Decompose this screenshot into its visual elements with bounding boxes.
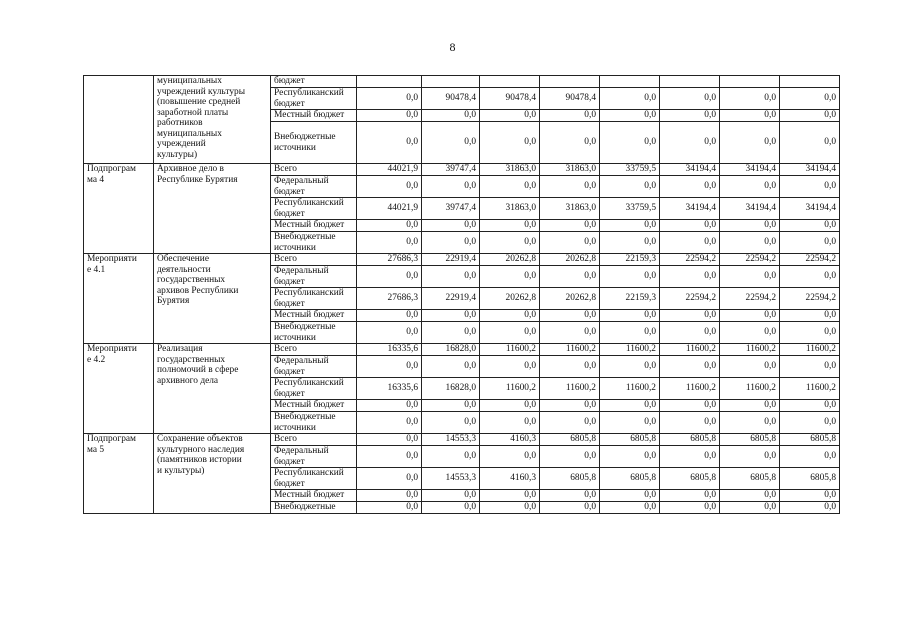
amount-cell: 4160,3: [480, 468, 540, 490]
amount-cell: 0,0: [720, 446, 780, 468]
amount-cell: 0,0: [357, 176, 422, 198]
amount-cell: 22594,2: [660, 254, 720, 266]
amount-cell: 0,0: [600, 322, 660, 344]
amount-cell: 11600,2: [480, 344, 540, 356]
amount-cell: 0,0: [660, 232, 720, 254]
table-row: [84, 76, 840, 88]
amount-cell: 6805,8: [540, 468, 600, 490]
amount-cell: 0,0: [780, 310, 840, 322]
amount-cell: 11600,2: [720, 344, 780, 356]
funding-source-cell: Местный бюджет: [271, 490, 357, 502]
amount-cell: 0,0: [720, 232, 780, 254]
amount-cell: 6805,8: [600, 434, 660, 446]
amount-cell: 6805,8: [780, 434, 840, 446]
amount-cell: 0,0: [422, 122, 480, 164]
amount-cell: 31863,0: [480, 198, 540, 220]
amount-cell: 0,0: [357, 434, 422, 446]
amount-cell: 0,0: [720, 110, 780, 122]
funding-source-cell: Республиканский бюджет: [271, 378, 357, 400]
amount-cell: 6805,8: [720, 434, 780, 446]
amount-cell: 0,0: [780, 322, 840, 344]
table-row: [84, 434, 840, 446]
funding-source-cell: Местный бюджет: [271, 110, 357, 122]
amount-cell: 0,0: [720, 310, 780, 322]
page-number: 8: [449, 40, 456, 54]
program-name-cell: Архивное дело в Республике Бурятия: [154, 164, 271, 254]
amount-cell: 0,0: [357, 88, 422, 110]
amount-cell: 0,0: [540, 110, 600, 122]
amount-cell: 34194,4: [720, 198, 780, 220]
amount-cell: 0,0: [422, 110, 480, 122]
amount-cell: 0,0: [422, 322, 480, 344]
amount-cell: 90478,4: [422, 88, 480, 110]
amount-cell: 6805,8: [540, 434, 600, 446]
amount-cell: 16335,6: [357, 344, 422, 356]
amount-cell: 0,0: [422, 412, 480, 434]
amount-cell: 0,0: [422, 356, 480, 378]
funding-source-cell: Местный бюджет: [271, 400, 357, 412]
amount-cell: 0,0: [357, 232, 422, 254]
amount-cell: 11600,2: [660, 378, 720, 400]
amount-cell: 22594,2: [660, 288, 720, 310]
amount-cell: 0,0: [780, 490, 840, 502]
funding-source-cell: Республиканский бюджет: [271, 88, 357, 110]
amount-cell: 0,0: [357, 122, 422, 164]
amount-cell: 6805,8: [780, 468, 840, 490]
funding-source-cell: Внебюджетные источники: [271, 122, 357, 164]
amount-cell: 0,0: [480, 502, 540, 514]
amount-cell: 22594,2: [780, 254, 840, 266]
amount-cell: 34194,4: [660, 164, 720, 176]
amount-cell: 0,0: [540, 220, 600, 232]
amount-cell: 0,0: [600, 400, 660, 412]
amount-cell: 0,0: [422, 490, 480, 502]
amount-cell: 0,0: [780, 220, 840, 232]
amount-cell: 0,0: [780, 88, 840, 110]
amount-cell: 0,0: [660, 110, 720, 122]
program-name-cell: Реализация государственных полномочий в сфере архивного дела: [154, 344, 271, 434]
program-code-cell: Мероприяти е 4.2: [84, 344, 154, 434]
amount-cell: 0,0: [480, 220, 540, 232]
amount-cell: 0,0: [357, 490, 422, 502]
funding-source-cell: Внебюджетные: [271, 502, 357, 514]
amount-cell: 16335,6: [357, 378, 422, 400]
amount-cell: 0,0: [720, 88, 780, 110]
amount-cell: 39747,4: [422, 198, 480, 220]
amount-cell: 0,0: [780, 400, 840, 412]
amount-cell: 33759,5: [600, 198, 660, 220]
amount-cell: 0,0: [480, 490, 540, 502]
amount-cell: 11600,2: [780, 344, 840, 356]
amount-cell: 0,0: [660, 266, 720, 288]
amount-cell: 34194,4: [780, 198, 840, 220]
amount-cell: [720, 76, 780, 88]
amount-cell: 0,0: [720, 412, 780, 434]
amount-cell: 11600,2: [600, 378, 660, 400]
amount-cell: [660, 76, 720, 88]
amount-cell: 0,0: [480, 322, 540, 344]
amount-cell: 0,0: [357, 110, 422, 122]
funding-source-cell: Местный бюджет: [271, 220, 357, 232]
amount-cell: 11600,2: [540, 378, 600, 400]
amount-cell: 0,0: [780, 266, 840, 288]
amount-cell: 6805,8: [660, 468, 720, 490]
program-name-cell: муниципальных учреждений культуры (повышение средней заработной платы работников муниципальных учреждений культуры): [154, 76, 271, 164]
amount-cell: 0,0: [480, 232, 540, 254]
amount-cell: 0,0: [720, 176, 780, 198]
amount-cell: 0,0: [600, 356, 660, 378]
amount-cell: 0,0: [660, 446, 720, 468]
program-code-cell: Мероприяти е 4.1: [84, 254, 154, 344]
amount-cell: 0,0: [540, 490, 600, 502]
amount-cell: 0,0: [422, 232, 480, 254]
amount-cell: 0,0: [600, 220, 660, 232]
amount-cell: 90478,4: [480, 88, 540, 110]
amount-cell: 0,0: [660, 400, 720, 412]
funding-source-cell: Местный бюджет: [271, 310, 357, 322]
funding-source-cell: Всего: [271, 164, 357, 176]
amount-cell: 0,0: [422, 502, 480, 514]
amount-cell: 0,0: [540, 446, 600, 468]
amount-cell: 0,0: [357, 322, 422, 344]
amount-cell: 0,0: [780, 356, 840, 378]
amount-cell: 0,0: [357, 356, 422, 378]
amount-cell: 0,0: [480, 356, 540, 378]
funding-source-cell: Внебюджетные источники: [271, 322, 357, 344]
funding-source-cell: Внебюджетные источники: [271, 232, 357, 254]
funding-source-cell: Федеральный бюджет: [271, 446, 357, 468]
amount-cell: 34194,4: [720, 164, 780, 176]
amount-cell: 31863,0: [540, 164, 600, 176]
amount-cell: 0,0: [540, 400, 600, 412]
amount-cell: 0,0: [357, 220, 422, 232]
amount-cell: 11600,2: [780, 378, 840, 400]
amount-cell: 0,0: [480, 446, 540, 468]
table-body: [84, 76, 840, 514]
amount-cell: 22159,3: [600, 254, 660, 266]
amount-cell: 0,0: [780, 110, 840, 122]
amount-cell: 20262,8: [540, 288, 600, 310]
funding-source-cell: бюджет: [271, 76, 357, 88]
amount-cell: 16828,0: [422, 378, 480, 400]
amount-cell: 0,0: [660, 220, 720, 232]
amount-cell: 0,0: [540, 310, 600, 322]
amount-cell: 0,0: [660, 176, 720, 198]
amount-cell: 0,0: [600, 502, 660, 514]
amount-cell: 33759,5: [600, 164, 660, 176]
table-row: [84, 254, 840, 266]
amount-cell: 0,0: [720, 490, 780, 502]
amount-cell: 0,0: [422, 446, 480, 468]
amount-cell: 0,0: [422, 310, 480, 322]
amount-cell: 0,0: [480, 400, 540, 412]
amount-cell: 0,0: [540, 266, 600, 288]
funding-source-cell: Внебюджетные источники: [271, 412, 357, 434]
amount-cell: 44021,9: [357, 198, 422, 220]
amount-cell: 0,0: [720, 122, 780, 164]
amount-cell: 0,0: [357, 266, 422, 288]
amount-cell: 0,0: [540, 122, 600, 164]
amount-cell: 0,0: [780, 176, 840, 198]
amount-cell: 0,0: [422, 176, 480, 198]
amount-cell: 0,0: [480, 110, 540, 122]
amount-cell: 6805,8: [660, 434, 720, 446]
amount-cell: 0,0: [422, 266, 480, 288]
funding-source-cell: Федеральный бюджет: [271, 356, 357, 378]
amount-cell: 22159,3: [600, 288, 660, 310]
amount-cell: 14553,3: [422, 468, 480, 490]
amount-cell: 0,0: [357, 502, 422, 514]
amount-cell: 6805,8: [720, 468, 780, 490]
funding-source-cell: Всего: [271, 344, 357, 356]
program-name-cell: Сохранение объектов культурного наследия (памятников истории и культуры): [154, 434, 271, 514]
amount-cell: 31863,0: [540, 198, 600, 220]
program-code-cell: [84, 76, 154, 164]
amount-cell: 0,0: [600, 232, 660, 254]
program-code-cell: Подпрограм ма 4: [84, 164, 154, 254]
amount-cell: 0,0: [422, 220, 480, 232]
amount-cell: 0,0: [480, 310, 540, 322]
amount-cell: [422, 76, 480, 88]
amount-cell: 0,0: [480, 266, 540, 288]
amount-cell: 20262,8: [480, 288, 540, 310]
funding-source-cell: Федеральный бюджет: [271, 176, 357, 198]
amount-cell: 34194,4: [780, 164, 840, 176]
amount-cell: 0,0: [780, 502, 840, 514]
amount-cell: 0,0: [660, 310, 720, 322]
amount-cell: 0,0: [540, 412, 600, 434]
amount-cell: 39747,4: [422, 164, 480, 176]
funding-source-cell: Республиканский бюджет: [271, 198, 357, 220]
amount-cell: 0,0: [600, 176, 660, 198]
amount-cell: 0,0: [600, 310, 660, 322]
amount-cell: 0,0: [660, 356, 720, 378]
amount-cell: 34194,4: [660, 198, 720, 220]
amount-cell: [780, 76, 840, 88]
amount-cell: 44021,9: [357, 164, 422, 176]
amount-cell: 20262,8: [540, 254, 600, 266]
amount-cell: 0,0: [540, 232, 600, 254]
amount-cell: 0,0: [357, 400, 422, 412]
amount-cell: 0,0: [540, 502, 600, 514]
funding-source-cell: Республиканский бюджет: [271, 468, 357, 490]
amount-cell: 0,0: [660, 322, 720, 344]
amount-cell: 4160,3: [480, 434, 540, 446]
amount-cell: 11600,2: [480, 378, 540, 400]
amount-cell: 31863,0: [480, 164, 540, 176]
amount-cell: 0,0: [422, 400, 480, 412]
amount-cell: [357, 76, 422, 88]
amount-cell: 14553,3: [422, 434, 480, 446]
program-code-cell: Подпрограм ма 5: [84, 434, 154, 514]
amount-cell: 22594,2: [720, 254, 780, 266]
amount-cell: 6805,8: [600, 468, 660, 490]
amount-cell: 22594,2: [720, 288, 780, 310]
funding-source-cell: Республиканский бюджет: [271, 288, 357, 310]
amount-cell: 27686,3: [357, 288, 422, 310]
amount-cell: 0,0: [480, 122, 540, 164]
amount-cell: [480, 76, 540, 88]
amount-cell: 0,0: [660, 412, 720, 434]
amount-cell: 0,0: [780, 122, 840, 164]
amount-cell: [600, 76, 660, 88]
amount-cell: 0,0: [720, 266, 780, 288]
amount-cell: 0,0: [720, 322, 780, 344]
amount-cell: 0,0: [780, 446, 840, 468]
amount-cell: 0,0: [540, 356, 600, 378]
amount-cell: 11600,2: [600, 344, 660, 356]
amount-cell: 0,0: [660, 88, 720, 110]
amount-cell: 0,0: [780, 232, 840, 254]
amount-cell: 0,0: [600, 266, 660, 288]
amount-cell: 22919,4: [422, 254, 480, 266]
funding-source-cell: Всего: [271, 434, 357, 446]
amount-cell: 11600,2: [540, 344, 600, 356]
amount-cell: 0,0: [660, 502, 720, 514]
amount-cell: 0,0: [540, 176, 600, 198]
amount-cell: 0,0: [600, 446, 660, 468]
amount-cell: 0,0: [357, 446, 422, 468]
amount-cell: 22919,4: [422, 288, 480, 310]
funding-source-cell: Федеральный бюджет: [271, 266, 357, 288]
amount-cell: 0,0: [357, 310, 422, 322]
amount-cell: 0,0: [357, 412, 422, 434]
amount-cell: 0,0: [720, 220, 780, 232]
amount-cell: 27686,3: [357, 254, 422, 266]
table-row: [84, 344, 840, 356]
program-name-cell: Обеспечение деятельности государственных архивов Республики Бурятия: [154, 254, 271, 344]
budget-table: [83, 75, 840, 514]
amount-cell: 0,0: [540, 322, 600, 344]
amount-cell: 22594,2: [780, 288, 840, 310]
amount-cell: 0,0: [600, 412, 660, 434]
amount-cell: 0,0: [357, 468, 422, 490]
amount-cell: 0,0: [660, 122, 720, 164]
amount-cell: 0,0: [600, 122, 660, 164]
amount-cell: 0,0: [480, 412, 540, 434]
amount-cell: 16828,0: [422, 344, 480, 356]
amount-cell: 0,0: [720, 502, 780, 514]
amount-cell: 0,0: [600, 110, 660, 122]
table-row: [84, 164, 840, 176]
amount-cell: 0,0: [720, 400, 780, 412]
amount-cell: 0,0: [720, 356, 780, 378]
amount-cell: 11600,2: [720, 378, 780, 400]
amount-cell: 0,0: [780, 412, 840, 434]
amount-cell: [540, 76, 600, 88]
amount-cell: 11600,2: [660, 344, 720, 356]
amount-cell: 20262,8: [480, 254, 540, 266]
funding-source-cell: Всего: [271, 254, 357, 266]
amount-cell: 0,0: [480, 176, 540, 198]
amount-cell: 0,0: [660, 490, 720, 502]
amount-cell: 90478,4: [540, 88, 600, 110]
amount-cell: 0,0: [600, 490, 660, 502]
amount-cell: 0,0: [600, 88, 660, 110]
